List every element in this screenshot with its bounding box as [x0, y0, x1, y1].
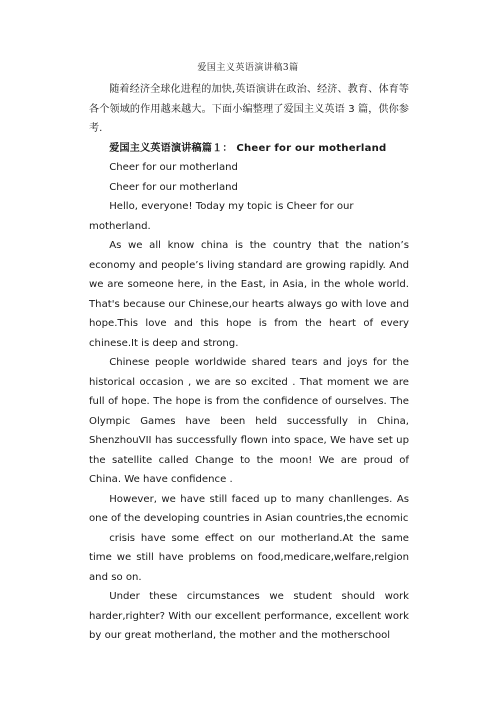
- greeting-line: Hello, everyone! Today my topic is Cheer for our motherland.: [89, 201, 354, 232]
- section-heading: 爱国主义英语演讲稿篇１： Cheer for our motherland: [109, 142, 387, 154]
- body-paragraph-3-continued: crisis have some effect on our motherland.At the same time we still have problems on food,medicare,welfare,relgion and so on.: [89, 532, 409, 583]
- subtitle-line-1: Cheer for our motherland: [109, 162, 238, 173]
- body-paragraph-4: Under these circumstances we student should work harder,righter? With our excellent performance, excellent work by our great motherland, the mother and the motherschool: [89, 591, 409, 641]
- page-header-title: 爱国主义英语演讲稿3篇: [197, 63, 299, 73]
- body-paragraph-1: As we all know china is the country that the nation’s economy and people’s living standard are growing rapidly. And we are someone here, in the East, in Asia, in the whole world. That's because our Chinese,our hearts always go with love and hope.This love and this hope is from the heart of every chinese.It is deep and strong.: [89, 240, 409, 349]
- subtitle-line-2: Cheer for our motherland: [109, 181, 238, 193]
- document-body: [89, 80, 409, 646]
- intro-paragraph: 随着经济全球化进程的加快,英语演讲在政治、经济、教育、体育等各个领域的作用越来越大。下面小编整理了爱国主义英语 3 篇，供你参考.: [89, 84, 409, 134]
- body-paragraph-2: Chinese people worldwide shared tears and joys for the historical occasion , we are so excited . That moment we are full of hope. The hope is from the confidence of ourselves. The Olympic Games have been held successfully in China, ShenzhouVII has successfully flown into space, We have set up the satellite called Change to the moon! We are proud of China. We have confidence .: [89, 357, 409, 485]
- body-paragraph-3: However, we have still faced up to many chanllenges. As one of the developing countries in Asian countries,the ecnomic: [89, 493, 409, 524]
